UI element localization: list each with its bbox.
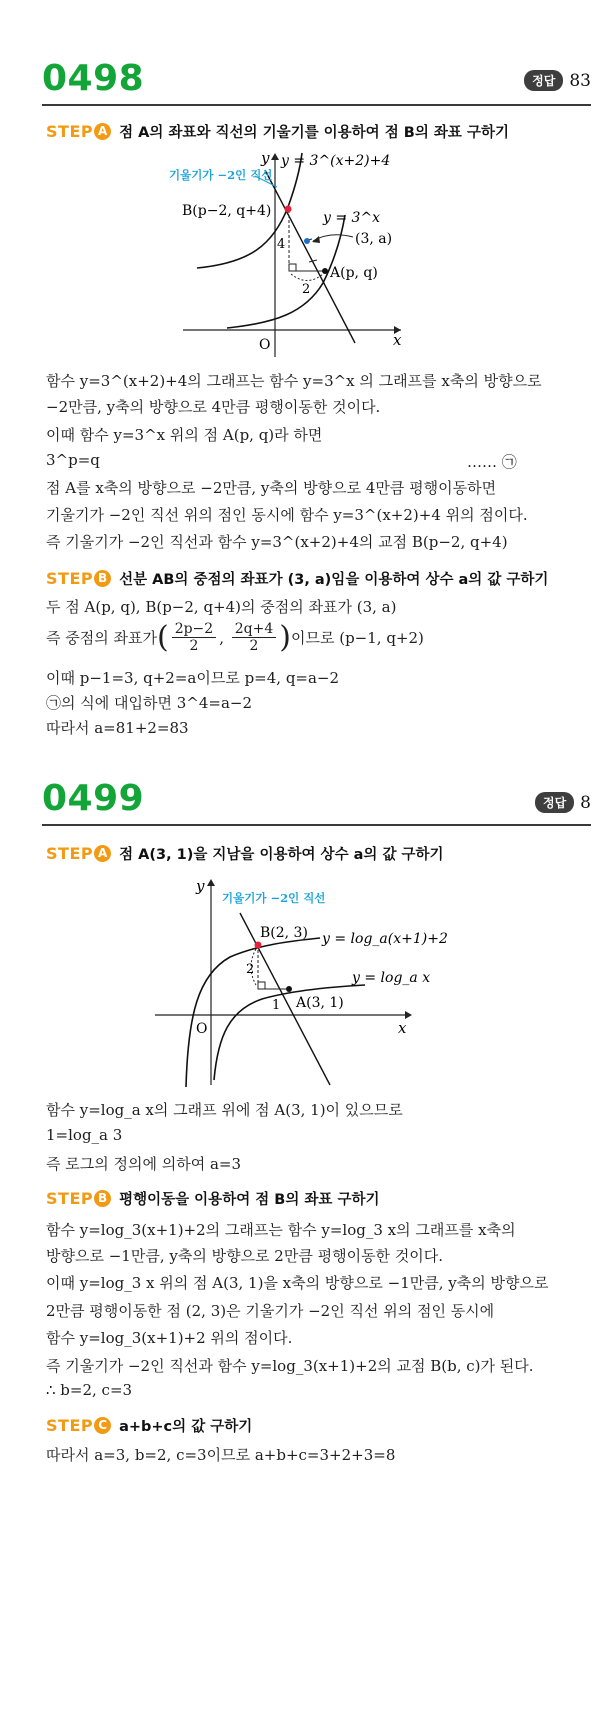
point-B: [285, 206, 292, 213]
step-word: STEP: [46, 1416, 94, 1435]
text-line: 점 A를 x축의 방향으로 −2만큼, y축의 방향으로 4만큼 평행이동하면: [46, 479, 497, 497]
text-line: 이때 함수 y=3^x 위의 점 A(p, q)라 하면: [46, 426, 323, 444]
step-title: 평행이동을 이용하여 점 B의 좌표 구하기: [119, 1192, 380, 1208]
curve1-label: y = log_a(x+1)+2: [322, 931, 448, 947]
x-axis-arrow: [405, 1011, 412, 1019]
point-B-label: B(p−2, q+4): [182, 203, 272, 219]
y-axis-label: y: [261, 149, 270, 167]
answer-label: 정답: [524, 70, 563, 91]
divider: [42, 824, 591, 826]
fraction: [172, 621, 217, 654]
text-span: 즉 중점의 좌표가: [46, 629, 157, 647]
line-label: 기울기가 −2인 직선: [222, 891, 326, 905]
text-span: 이므로 (p−1, q+2): [290, 629, 424, 647]
step-word: STEP: [46, 844, 94, 863]
y-axis-label: y: [196, 877, 205, 895]
curve-log-shifted: [186, 938, 320, 1087]
step-title: 선분 AB의 중점의 좌표가 (3, a)임을 이용하여 상수 a의 값 구하기: [119, 572, 549, 588]
step-badge: B: [94, 1190, 111, 1207]
answer-value: 8: [580, 792, 591, 813]
step-b-heading: [46, 568, 548, 589]
point-A: [286, 986, 292, 992]
paren-close: ): [279, 620, 291, 655]
step-word: STEP: [46, 122, 94, 141]
answer-value: 83: [569, 70, 591, 91]
x-axis-label: x: [393, 331, 402, 349]
right-angle-mark: [258, 982, 265, 989]
paren-open: (: [156, 620, 169, 655]
text-line: 함수 y=log_3(x+1)+2의 그래프는 함수 y=log_3 x의 그래프를 x축의: [46, 1221, 516, 1239]
text-line: 따라서 a=3, b=2, c=3이므로 a+b+c=3+2+3=8: [46, 1446, 396, 1464]
curve1-label: y = 3^(x+2)+4: [281, 153, 391, 169]
text-line: 방향으로 −1만큼, y축의 방향으로 2만큼 평행이동한 것이다.: [46, 1247, 444, 1265]
midpoint-label: (3, a): [355, 231, 393, 247]
numerator: 2q+4: [232, 621, 277, 638]
problem-number: 0498: [42, 58, 145, 99]
step-title: 점 A(3, 1)을 지남을 이용하여 상수 a의 값 구하기: [119, 847, 444, 863]
text-line: 따라서 a=81+2=83: [46, 719, 189, 737]
text-line: 3^p=q: [46, 451, 100, 469]
step-b-heading: [46, 1188, 380, 1209]
text-line: 함수 y=log_3(x+1)+2 위의 점이다.: [46, 1329, 293, 1347]
answer-box: [524, 70, 591, 91]
text-line: 함수 y=3^(x+2)+4의 그래프는 함수 y=3^x 의 그래프를 x축의 방향으로: [46, 372, 542, 390]
seg-2-label: 2: [246, 962, 255, 977]
y-axis-arrow: [207, 879, 215, 886]
step-c-heading: [46, 1415, 252, 1436]
comma: ,: [219, 628, 229, 647]
origin-label: O: [259, 337, 271, 353]
graph-0498: [155, 145, 475, 360]
step-badge: A: [94, 123, 111, 140]
point-midpoint: [304, 238, 310, 244]
curve2-label: y = 3^x: [323, 210, 381, 226]
text-line: 함수 y=log_a x의 그래프 위에 점 A(3, 1)이 있으므로: [46, 1101, 403, 1119]
text-line: ㉠의 식에 대입하면 3^4=a−2: [46, 694, 253, 712]
midpoint-formula: [46, 620, 424, 655]
line-label: 기울기가 −2인 직선: [169, 168, 273, 182]
curve2-label: y = log_a x: [352, 970, 431, 986]
text-line: 즉 기울기가 −2인 직선과 함수 y=3^(x+2)+4의 교점 B(p−2, q+4): [46, 533, 508, 551]
fraction: [232, 621, 277, 654]
text-line: 이때 y=log_3 x 위의 점 A(3, 1)을 x축의 방향으로 −1만큼, y축의 방향으로: [46, 1274, 549, 1292]
step-title: 점 A의 좌표와 직선의 기울기를 이용하여 점 B의 좌표 구하기: [119, 125, 509, 141]
midpoint-pointer-head: [312, 236, 320, 243]
problem-number: 0499: [42, 778, 145, 819]
seg-2-label: 2: [302, 282, 311, 297]
right-angle-mark: [289, 264, 296, 271]
text-line: 즉 기울기가 −2인 직선과 함수 y=log_3(x+1)+2의 교점 B(b, c)가 된다.: [46, 1357, 534, 1375]
point-A-label: A(p, q): [330, 265, 378, 281]
step-badge: B: [94, 570, 111, 587]
denominator: 2: [189, 638, 199, 654]
equation-tag: …… ㉠: [467, 453, 517, 471]
denominator: 2: [249, 638, 259, 654]
graph-0499: [150, 865, 470, 1095]
step-word: STEP: [46, 569, 94, 588]
y-axis-arrow: [271, 153, 279, 160]
step-badge: C: [94, 1417, 111, 1434]
step-a-heading: [46, 121, 509, 142]
point-A-label: A(3, 1): [296, 995, 344, 1011]
text-line: ∴ b=2, c=3: [46, 1381, 133, 1399]
numerator: 2p−2: [172, 621, 217, 638]
point-B-label: B(2, 3): [260, 925, 308, 941]
point-B: [255, 942, 262, 949]
text-line: −2만큼, y축의 방향으로 4만큼 평행이동한 것이다.: [46, 398, 381, 416]
point-A: [322, 268, 328, 274]
seg-4-label: 4: [277, 237, 286, 252]
answer-box: [535, 792, 591, 813]
seg-1-label: 1: [272, 998, 281, 1013]
answer-label: 정답: [535, 792, 574, 813]
step-title: a+b+c의 값 구하기: [119, 1419, 253, 1435]
text-line: 1=log_a 3: [46, 1126, 123, 1144]
text-line: 기울기가 −2인 직선 위의 점인 동시에 함수 y=3^(x+2)+4 위의 점이다.: [46, 506, 528, 524]
text-line: 2만큼 평행이동한 점 (2, 3)은 기울기가 −2인 직선 위의 점인 동시에: [46, 1302, 495, 1320]
divider: [42, 104, 591, 106]
text-line: 즉 로그의 정의에 의하여 a=3: [46, 1155, 242, 1173]
text-line: 이때 p−1=3, q+2=a이므로 p=4, q=a−2: [46, 669, 340, 687]
step-a-heading: [46, 843, 444, 864]
brace-2: [291, 274, 323, 281]
x-axis-label: x: [398, 1019, 407, 1037]
step-badge: A: [94, 845, 111, 862]
step-word: STEP: [46, 1189, 94, 1208]
origin-label: O: [196, 1021, 208, 1037]
text-line: 두 점 A(p, q), B(p−2, q+4)의 중점의 좌표가 (3, a): [46, 598, 397, 616]
